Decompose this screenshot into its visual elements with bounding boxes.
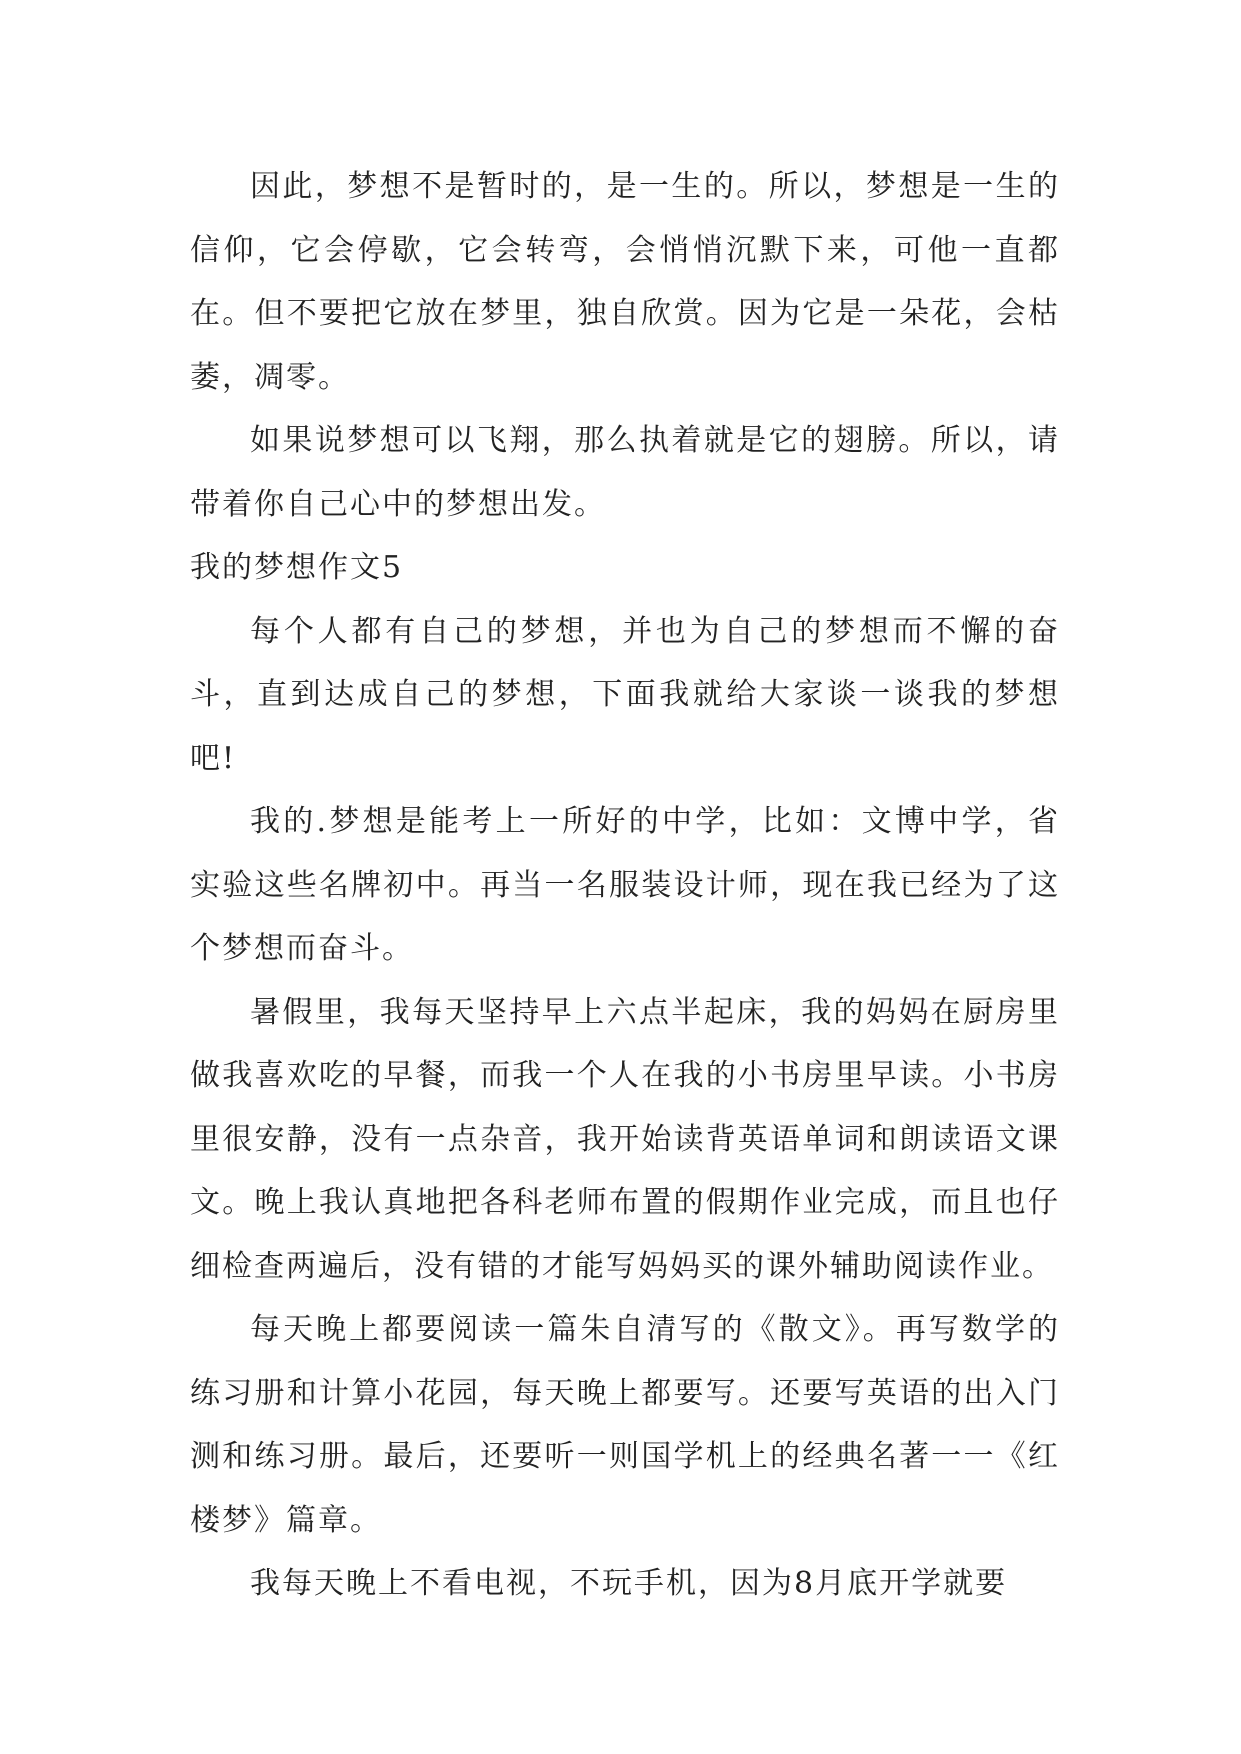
paragraph-evening-reading: 每天晚上都要阅读一篇朱自清写的《散文》。再写数学的练习册和计算小花园，每天晚上都要写。还要写英语的出入门测和练习册。最后，还要听一则国学机上的经典名著一一《红楼梦》篇章。 — [190, 1312, 1060, 1538]
paragraph-dream-wings: 如果说梦想可以飞翔，那么执着就是它的翅膀。所以，请带着你自己心中的梦想出发。 — [190, 423, 1060, 522]
document-page — [190, 155, 1060, 1616]
paragraph-summer-routine: 暑假里，我每天坚持早上六点半起床，我的妈妈在厨房里做我喜欢吃的早餐，而我一个人在我的小书房里早读。小书房里很安静，没有一点杂音，我开始读背英语单词和朗读语文课文。晚上我认真地把各科老师布置的假期作业完成，而且也仔细检查两遍后，没有错的才能写妈妈买的课外辅助阅读作业。 — [190, 994, 1060, 1284]
paragraph-intro: 每个人都有自己的梦想，并也为自己的梦想而不懈的奋斗，直到达成自己的梦想，下面我就给大家谈一谈我的梦想吧! — [190, 613, 1060, 776]
paragraph-dream-lifelong: 因此，梦想不是暂时的，是一生的。所以，梦想是一生的信仰，它会停歇，它会转弯，会悄悄沉默下来，可他一直都在。但不要把它放在梦里，独自欣赏。因为它是一朵花，会枯萎，凋零。 — [190, 169, 1060, 395]
paragraph-school-goal: 我的.梦想是能考上一所好的中学，比如：文博中学，省实验这些名牌初中。再当一名服装设计师，现在我已经为了这个梦想而奋斗。 — [190, 804, 1060, 966]
paragraph-no-tv: 我每天晚上不看电视，不玩手机，因为8月底开学就要 — [250, 1566, 1008, 1601]
section-heading: 我的梦想作文5 — [190, 550, 404, 585]
